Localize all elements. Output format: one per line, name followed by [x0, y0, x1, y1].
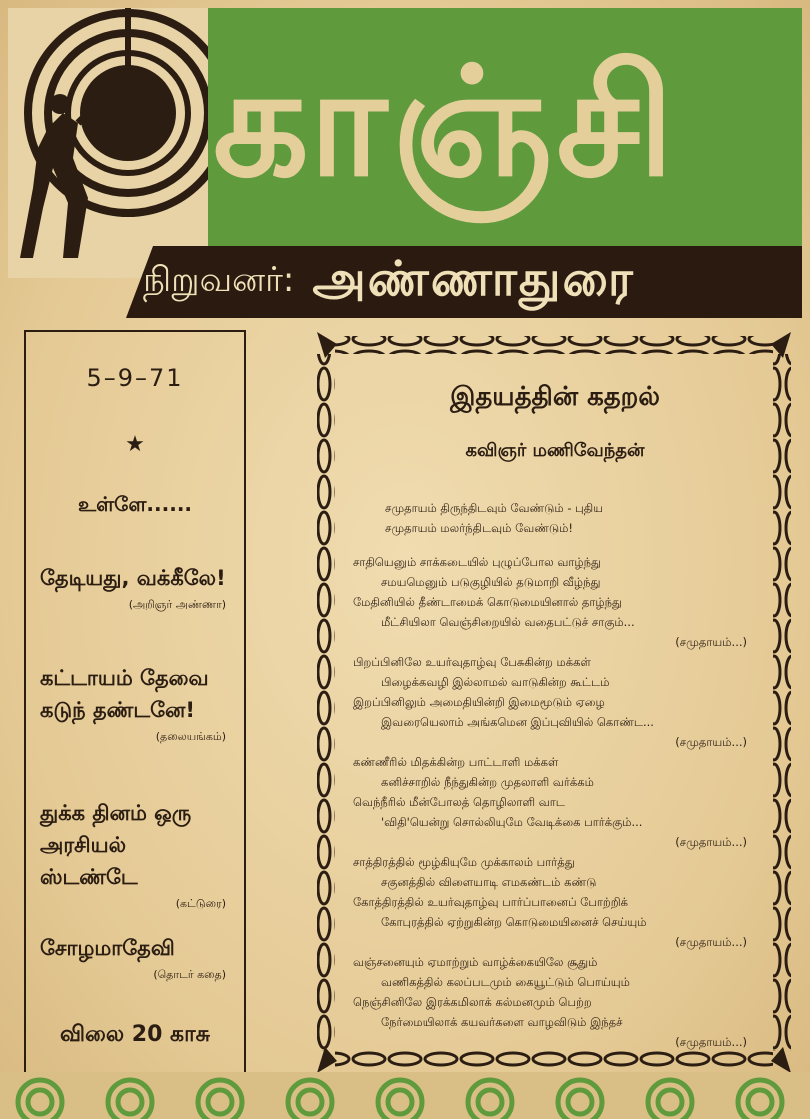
poem-line: பிழைக்கவழி இல்லாமல் வாடுகின்ற கூட்டம் [381, 675, 610, 689]
poem-line: கோத்திரத்தில் உயர்வுதாழ்வு பார்ப்பானைப் போற்றிக் [353, 895, 628, 909]
poem-title: இதயத்தின் கதறல் [450, 382, 660, 412]
poem-stanza [353, 952, 765, 1052]
masthead [8, 8, 802, 318]
poem-line: சமுதாயம் மலர்ந்திடவும் வேண்டும்! [385, 521, 574, 535]
founder-credit [143, 252, 793, 312]
poem-refrain: (சமுதாயம்...) [675, 835, 747, 849]
contents-item-author: (தொடர் கதை) [153, 968, 226, 981]
poem-line: கண்ணீரில் மிதக்கின்ற பாட்டாளி மக்கள் [353, 755, 559, 769]
poem-line: சாத்திரத்தில் மூழ்கியுமே முக்காலம் பார்த்து [353, 855, 575, 869]
contents-item[interactable] [26, 662, 244, 745]
poet-name: கவிஞர் மணிவேந்தன் [465, 440, 645, 461]
poem-stanza [353, 752, 765, 852]
issue-date: 5–9–71 [86, 364, 184, 392]
contents-item[interactable] [26, 932, 244, 983]
founder-name: அண்ணாதுரை [312, 251, 635, 307]
poem-line: சாதியெனும் சாக்கடையில் புழுப்போல வாழ்ந்து [353, 555, 601, 569]
poem-line: நெஞ்சினிலே இரக்கமிலாக் கல்மனமும் பெற்ற [353, 995, 592, 1009]
poem-line: சமுதாயம் திருந்திடவும் வேண்டும் - புதிய [385, 501, 603, 515]
contents-item[interactable] [26, 797, 244, 912]
contents-item[interactable] [26, 562, 244, 613]
contents-item-title: கட்டாயம் தேவை கடுந் தண்டனே! [40, 666, 209, 722]
poem-stanza [353, 652, 765, 752]
poem-line: 'விதி'யென்று சொல்லியுமே வேடிக்கை பார்க்கும்... [381, 815, 643, 829]
bottom-ornament-icon [0, 1072, 810, 1119]
contents-box [24, 330, 246, 1074]
star-icon: ★ [125, 432, 145, 457]
poem-line: கோபுரத்தில் ஏற்றுகின்ற கொடுமையினைச் செய்யும் [381, 915, 647, 929]
poem-line: மேதினியில் தீண்டாமைக் கொடுமையினால் தாழ்ந்து [353, 595, 623, 609]
poem-stanza [353, 852, 765, 952]
poem-intro [385, 498, 797, 538]
magazine-title: காஞ்சி [213, 36, 678, 210]
contents-item-author: (தலையங்கம்) [155, 730, 226, 743]
contents-item-author: (அறிஞர் அண்ணா) [128, 598, 226, 611]
contents-item-title: தேடியது, வக்கீலே! [40, 566, 226, 590]
price-label: விலை 20 காசு [60, 1022, 210, 1047]
poem-line: கனிச்சாறில் நீந்துகின்ற முதலாளி வர்க்கம் [381, 775, 594, 789]
poem-refrain: (சமுதாயம்...) [675, 935, 747, 949]
inside-heading: உள்ளே...... [77, 492, 193, 516]
poem-line: இறப்பினிலும் அமைதியின்றி இமைமூடும் ஏழை [353, 695, 605, 709]
poem-line: வணிகத்தில் கலப்படமும் கையூட்டும் பொய்யும் [381, 975, 630, 989]
poem-line: வஞ்சனையும் ஏமாற்றும் வாழ்க்கையிலே சூதும் [353, 955, 598, 969]
poem-line: மீட்சியிலா வெஞ்சிறையில் வதைபட்டுச் சாகும்... [381, 615, 635, 629]
poem-line: வெந்நீரில் மீன்போலத் தொழிலாளி வாட [353, 795, 565, 809]
target-athlete-emblem-icon [8, 8, 208, 278]
poem-stanza [353, 552, 765, 652]
contents-item-title: சோழமாதேவி [40, 936, 175, 960]
poem-line: பிறப்பினிலே உயர்வுதாழ்வு பேசுகின்ற மக்கள் [353, 655, 591, 669]
poem-refrain: (சமுதாயம்...) [675, 735, 747, 749]
poem-line: சமயமெனும் படுகுழியில் தடுமாறி வீழ்ந்து [381, 575, 601, 589]
poem-line: சகுனத்தில் விளையாடி எமகண்டம் கண்டு [381, 875, 597, 889]
poem-refrain: (சமுதாயம்...) [675, 1035, 747, 1049]
poem-refrain: (சமுதாயம்...) [675, 635, 747, 649]
poem-line: இவரையெலாம் அங்கமென இப்புவியில் கொண்ட... [381, 715, 654, 729]
contents-item-author: (கட்டுரை) [175, 897, 226, 910]
poem-line: நேர்மையிலாக் கயவர்களை வாழவிடும் இந்தச் [381, 1015, 623, 1029]
contents-item-title: துக்க தினம் ஒரு அரசியல் ஸ்டண்டே [40, 801, 192, 889]
poem-frame [315, 330, 793, 1075]
founder-label: நிறுவனர்: [143, 260, 295, 300]
